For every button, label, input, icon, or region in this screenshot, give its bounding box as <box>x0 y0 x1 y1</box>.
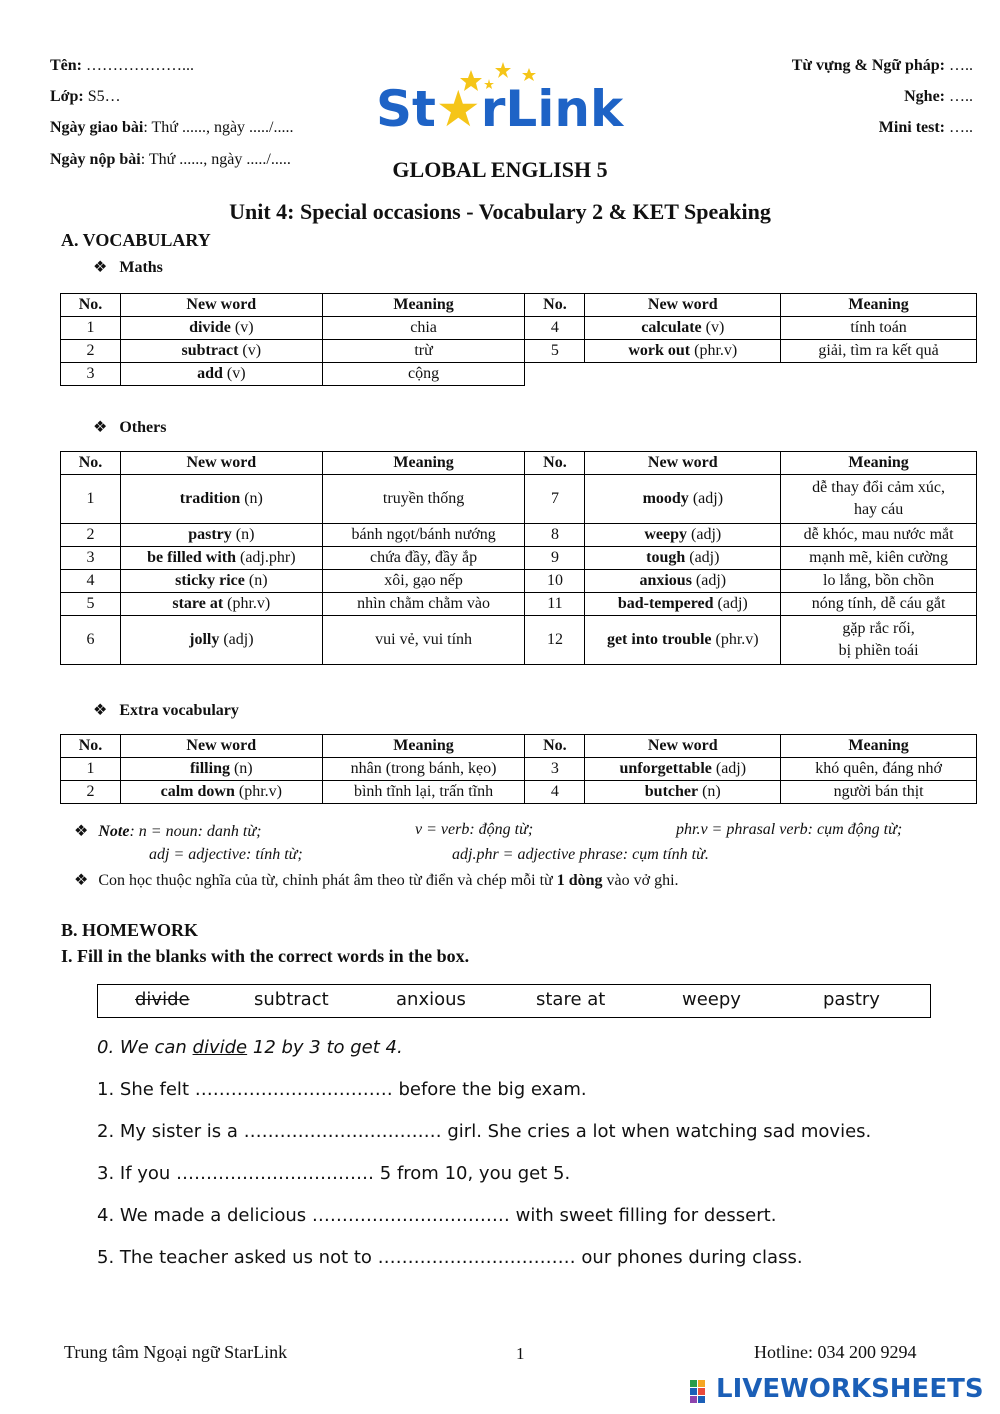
word-box-item: subtract <box>254 989 329 1010</box>
name-line: Tên: ………………... <box>50 57 194 74</box>
col-header: New word <box>585 452 781 475</box>
question-2: 2. My sister is a …………………………… girl. She cries a lot when watching sad movies. <box>97 1121 872 1142</box>
question-4: 4. We made a delicious …………………………… with sweet filling for dessert. <box>97 1205 777 1226</box>
others-heading: ❖ Others <box>93 419 167 436</box>
exercise-1-instruction: I. Fill in the blanks with the correct words in the box. <box>61 946 470 966</box>
col-header: No. <box>61 294 121 317</box>
word-box-item: divide <box>135 989 190 1010</box>
col-header: Meaning <box>322 452 525 475</box>
submit-date-line: Ngày nộp bài: Thứ ......, ngày ...../..... <box>50 151 291 168</box>
listening-score-line: Nghe: ….. <box>904 88 973 105</box>
study-instruction: ❖ Con học thuộc nghĩa của từ, chỉnh phát âm theo từ điển và chép mỗi từ 1 dòng vào vở ghi. <box>74 872 679 889</box>
extra-vocabulary-table <box>60 734 977 804</box>
class-line: Lớp: S5… <box>50 88 121 105</box>
col-header: No. <box>525 735 585 758</box>
maths-heading: ❖ Maths <box>93 259 163 276</box>
table-row: 1 tradition (n) truyền thống 7 moody (adj) dễ thay đổi cảm xúc, hay cáu <box>61 475 977 524</box>
word-box-item: anxious <box>396 989 466 1010</box>
extra-vocabulary-heading: ❖ Extra vocabulary <box>93 702 239 719</box>
table-row: 2 subtract (v) trừ 5 work out (phr.v) giải, tìm ra kết quả <box>61 340 977 363</box>
note-adjective-phrase: adj.phr = adjective phrase: cụm tính từ. <box>452 846 709 863</box>
table-row: 3 be filled with (adj.phr) chứa đầy, đầy ắp 9 tough (adj) mạnh mẽ, kiên cường <box>61 547 977 570</box>
starlink-logo <box>376 62 626 140</box>
col-header: Meaning <box>781 294 977 317</box>
footer-center-name: Trung tâm Ngoại ngữ StarLink <box>64 1342 288 1362</box>
liveworksheets-watermark <box>690 1376 990 1408</box>
col-header: No. <box>61 735 121 758</box>
footer-hotline: Hotline: 034 200 9294 <box>754 1342 917 1362</box>
col-header: New word <box>585 294 781 317</box>
col-header: Meaning <box>781 735 977 758</box>
col-header: No. <box>525 452 585 475</box>
col-header: Meaning <box>322 735 525 758</box>
watermark-text: LIVEWORKSHEETS <box>716 1374 984 1404</box>
others-table <box>60 451 977 665</box>
assign-date-line: Ngày giao bài: Thứ ......, ngày ...../..... <box>50 119 294 136</box>
table-header-row <box>61 452 977 475</box>
note-verb: v = verb: động từ; <box>415 821 534 838</box>
logo-wordmark: St★rLink <box>376 80 624 138</box>
question-5: 5. The teacher asked us not to …………………………… our phones during class. <box>97 1247 803 1268</box>
word-box-item: pastry <box>823 989 880 1010</box>
question-3: 3. If you …………………………… 5 from 10, you get 5. <box>97 1163 571 1184</box>
col-header: New word <box>120 452 322 475</box>
col-header: New word <box>120 735 322 758</box>
page-number: 1 <box>516 1344 525 1363</box>
table-row: 1 divide (v) chia 4 calculate (v) tính toán <box>61 317 977 340</box>
word-box <box>97 984 931 1018</box>
table-header-row <box>61 294 977 317</box>
page-title: GLOBAL ENGLISH 5 <box>392 157 608 182</box>
mini-test-score-line: Mini test: ….. <box>878 119 973 136</box>
col-header: No. <box>61 452 121 475</box>
unit-title: Unit 4: Special occasions - Vocabulary 2 & KET Speaking <box>229 199 771 224</box>
question-1: 1. She felt …………………………… before the big exam. <box>97 1079 587 1100</box>
note-adjective: adj = adjective: tính từ; <box>149 846 303 863</box>
note-phrasal-verb: phr.v = phrasal verb: cụm động từ; <box>676 821 903 838</box>
vocab-score-line: Từ vựng & Ngữ pháp: ….. <box>791 57 973 74</box>
table-header-row <box>61 735 977 758</box>
table-row: 1 filling (n) nhân (trong bánh, kẹo) 3 unforgettable (adj) khó quên, đáng nhớ <box>61 758 977 781</box>
table-row: 6 jolly (adj) vui vẻ, vui tính 12 get into trouble (phr.v) gặp rắc rối, bị phiền toái <box>61 616 977 665</box>
table-row: 3 add (v) cộng <box>61 363 977 386</box>
section-vocabulary-heading: A. VOCABULARY <box>61 230 211 250</box>
word-box-item: weepy <box>682 989 741 1010</box>
word-box-item: stare at <box>536 989 606 1010</box>
col-header: Meaning <box>781 452 977 475</box>
example-sentence: 0. We can divide 12 by 3 to get 4. <box>97 1037 403 1058</box>
table-row: 4 sticky rice (n) xôi, gạo nếp 10 anxious (adj) lo lắng, bồn chồn <box>61 570 977 593</box>
section-homework-heading: B. HOMEWORK <box>61 920 199 940</box>
col-header: New word <box>120 294 322 317</box>
col-header: No. <box>525 294 585 317</box>
note-line-1: ❖ Note: n = noun: danh từ; <box>74 823 262 840</box>
table-row: 5 stare at (phr.v) nhìn chằm chằm vào 11 bad-tempered (adj) nóng tính, dễ cáu gắt <box>61 593 977 616</box>
maths-table <box>60 293 977 386</box>
col-header: Meaning <box>322 294 525 317</box>
table-row: 2 calm down (phr.v) bình tĩnh lại, trấn tĩnh 4 butcher (n) người bán thịt <box>61 781 977 804</box>
liveworksheets-logo-icon <box>690 1380 714 1404</box>
table-row: 2 pastry (n) bánh ngọt/bánh nướng 8 weepy (adj) dễ khóc, mau nước mắt <box>61 524 977 547</box>
col-header: New word <box>585 735 781 758</box>
